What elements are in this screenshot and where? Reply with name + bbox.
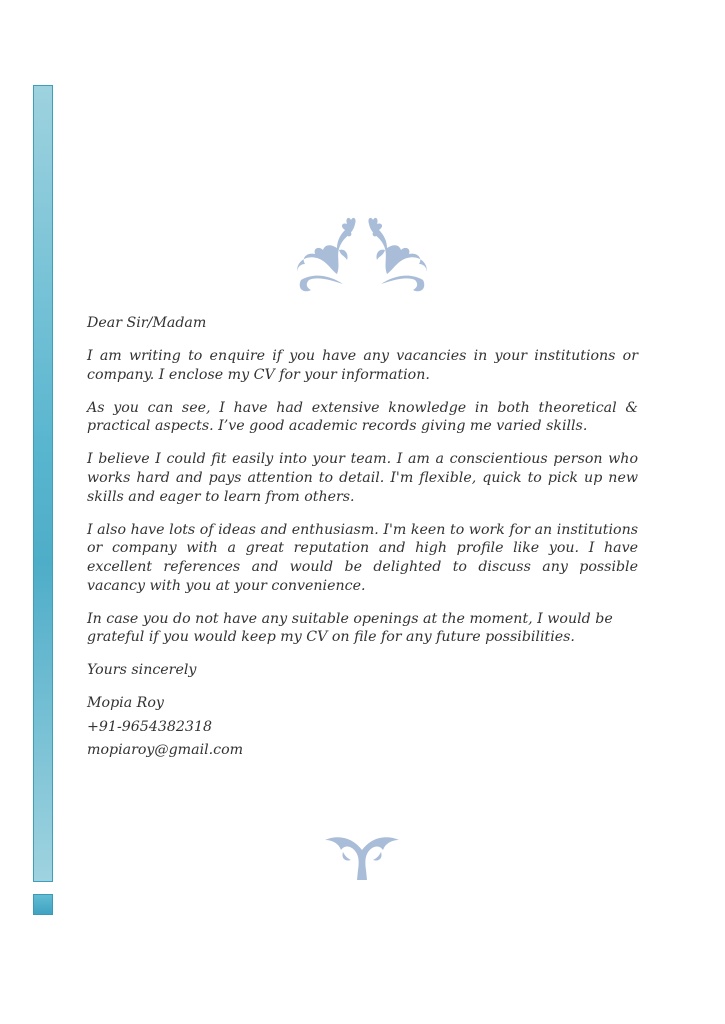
fleur-ornament-icon (323, 828, 401, 880)
signature-phone: +91-9654382318 (87, 718, 212, 735)
side-accent-square (33, 894, 53, 915)
signature-block (87, 694, 638, 765)
salutation: Dear Sir/Madam (87, 315, 207, 331)
paragraph-2: As you can see, I have had extensive knowledge in both theoretical & practical aspects. I’ve good academic records giving me varied skills. (87, 399, 638, 435)
paragraph-4: I also have lots of ideas and enthusiasm. I'm keen to work for an institutions or company with a great reputation and high profile like you. I have excellent references and would be delighted to discuss any possible vacancy with you at your convenience. (87, 521, 638, 594)
paragraph-3: I believe I could fit easily into your team. I am a conscientious person who works hard and pays attention to detail. I'm flexible, quick to pick up new skills and eager to learn from others. (87, 451, 638, 505)
signature-name: Mopia Roy (87, 695, 164, 712)
floral-scroll-ornament-icon (291, 214, 433, 294)
side-accent-bar (33, 85, 53, 882)
signature-email: mopiaroy@gmail.com (87, 742, 244, 759)
paragraph-5: In case you do not have any suitable openings at the moment, I would be grateful if you would keep my CV on file for any future possibilities. (87, 610, 613, 646)
paragraph-1: I am writing to enquire if you have any vacancies in your institutions or company. I enclose my CV for your information. (87, 348, 638, 383)
closing: Yours sincerely (87, 662, 197, 679)
cover-letter (87, 314, 638, 765)
